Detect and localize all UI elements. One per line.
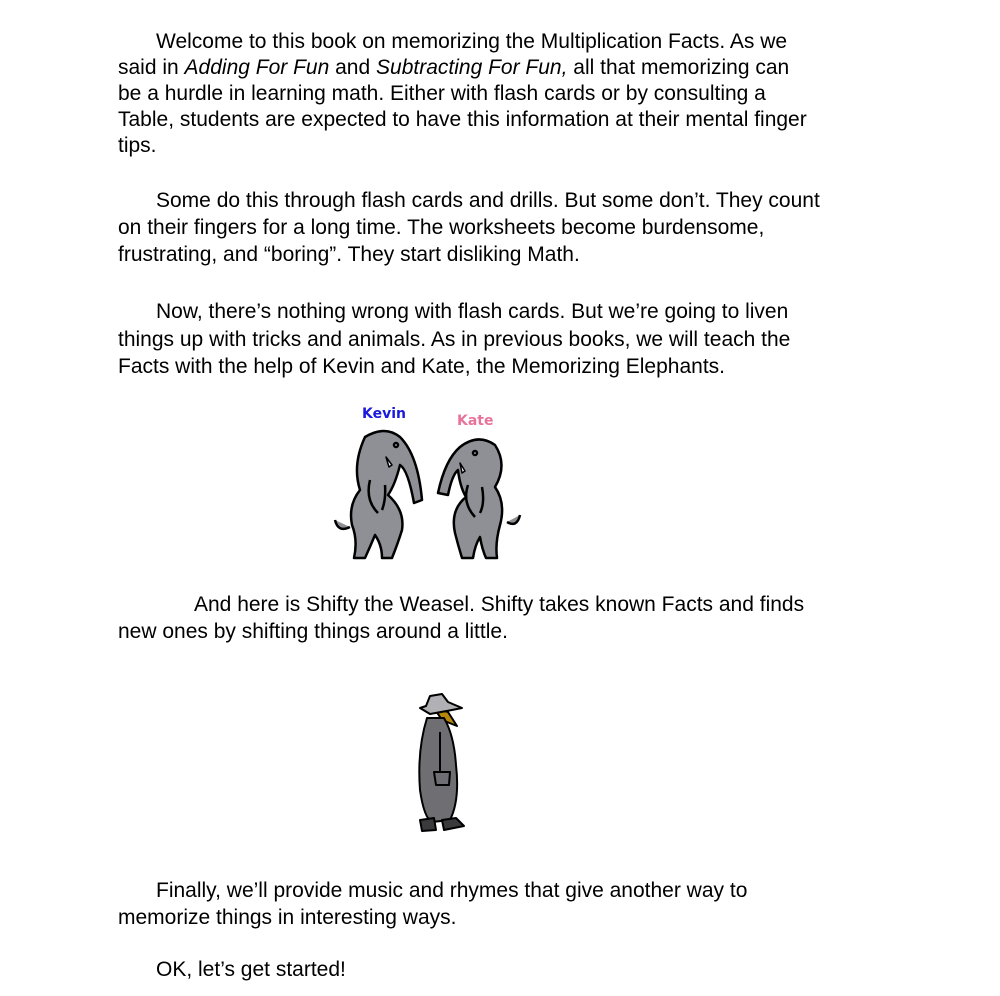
text-span: and (329, 56, 377, 79)
book-title-subtracting: Subtracting For Fun, (376, 56, 568, 79)
text-line: Some do this through flash cards and drills. But some don’t. They count (156, 189, 820, 212)
text-line: Finally, we’ll provide music and rhymes that give another way to (156, 879, 748, 902)
text-line: things up with tricks and animals. As in previous books, we will teach the (118, 328, 791, 351)
book-title-adding: Adding For Fun (184, 56, 330, 79)
text-line: on their fingers for a long time. The worksheets become burdensome, (118, 216, 765, 239)
text-line: Table, students are expected to have this information at their mental finger (118, 108, 807, 131)
kevin-elephant (335, 431, 422, 558)
kate-elephant (438, 439, 520, 558)
kevin-label: Kevin (362, 406, 406, 422)
text-line: And here is Shifty the Weasel. Shifty takes known Facts and finds (194, 593, 805, 616)
elephants-illustration (330, 425, 530, 565)
text-span: said in (118, 56, 185, 79)
text-span: all that memorizing can (567, 56, 790, 79)
text-line: OK, let’s get started! (156, 958, 346, 981)
text-line: be a hurdle in learning math. Either with flash cards or by consulting a (118, 82, 766, 105)
text-line: memorize things in interesting ways. (118, 906, 457, 929)
text-line: Now, there’s nothing wrong with flash cards. But we’re going to liven (156, 300, 789, 323)
shifty-weasel-illustration (412, 690, 472, 835)
kate-label: Kate (457, 413, 494, 429)
text-line (118, 55, 789, 81)
text-line: frustrating, and “boring”. They start disliking Math. (118, 243, 580, 266)
text-line: Facts with the help of Kevin and Kate, the Memorizing Elephants. (118, 355, 726, 378)
text-line: new ones by shifting things around a little. (118, 620, 508, 643)
text-line: tips. (118, 134, 157, 157)
text-line: Welcome to this book on memorizing the Multiplication Facts. As we (156, 30, 788, 53)
